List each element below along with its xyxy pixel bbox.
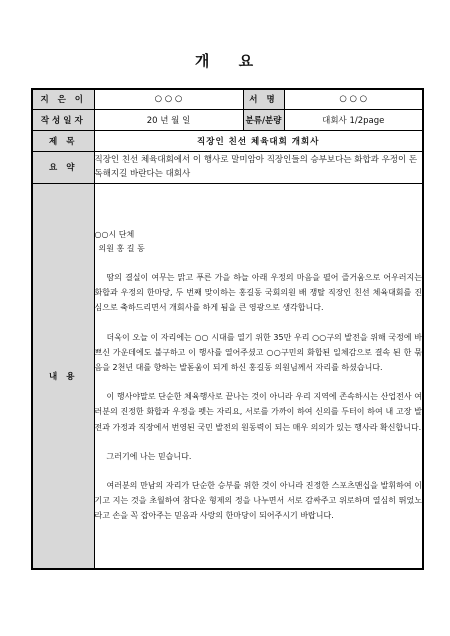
sender-name: 의원 홍 길 동 <box>98 243 145 253</box>
author-label: 지 은 이 <box>32 89 94 109</box>
date-label: 작성일자 <box>32 109 94 130</box>
content-body <box>94 183 423 569</box>
signature-label: 서 명 <box>243 89 284 109</box>
document-title <box>0 50 450 71</box>
paragraph-2: 더욱이 오늘 이 자리에는 ○○ 시대를 열기 위한 35만 우리 ○○구의 발전을 위해 국정에 바쁘신 가운데에도 불구하고 이 행사를 열어주셨고 ○○구민의 화합된 일체감으로 결속 된 한 묶음을 2천년 대를 향하는 발돋움이 되게 하신 홍길동 의원님께서 자리를 하셨습니다. <box>94 332 422 372</box>
row-author <box>32 89 423 109</box>
date-value: 20 년 월 일 <box>94 109 243 130</box>
signature-value: ○ ○ ○ <box>284 89 423 109</box>
overview-form-table <box>31 88 424 570</box>
category-value: 대회사 1/2page <box>284 109 423 130</box>
sender-org: ○○시 단체 <box>94 229 135 239</box>
paragraph-1: 땀의 결실이 여무는 맑고 푸른 가을 하늘 아래 우정의 마음을 펼어 즐거움으로 어우러지는 화합과 우정의 한마당, 두 번째 맞이하는 홍길동 국회의원 배 쟁탈 직장인 친선 체육대회를 진심으로 축하드리면서 개회사를 하게 됨을 큰 영광으로 생각합니다. <box>94 272 422 313</box>
content-label: 내 용 <box>32 183 94 569</box>
subject-label: 제 목 <box>32 130 94 151</box>
row-content <box>32 183 423 569</box>
row-date <box>32 109 423 130</box>
title-char-2: 요 <box>238 52 256 70</box>
paragraph-5: 여러분의 만남의 자리가 단순한 승부를 위한 것이 아니라 진정한 스포츠맨십을 발휘하여 이기고 지는 것을 초월하여 참다운 형제의 정을 나누면서 서로 감싸주고 위로하며 열심히 뛰었노라고 손을 꼭 잡아주는 믿음과 사랑의 한마당이 되어주시기 바랍니다. <box>94 480 422 521</box>
row-subject <box>32 130 423 151</box>
paragraph-3: 이 행사야말로 단순한 체육행사로 끝나는 것이 아니라 우리 지역에 존속하시는 산업전사 여러분의 진정한 화합과 우정을 펫는 자리요, 서로를 가까이 하여 신의를 두터이 하여 내 고장 발전과 가정과 직장에서 번영된 국민 발전의 원동력이 되는 매우 의의가 있는 행사라 확신합니다. <box>94 392 422 432</box>
summary-value: 직장인 친선 체육대회에서 이 행사로 말미암아 직장인들의 승부보다는 화합과 우정이 돈독해지길 바란다는 대회사 <box>94 151 423 183</box>
title-char-1: 개 <box>194 52 212 70</box>
category-label: 분류/분량 <box>243 109 284 130</box>
author-value: ○ ○ ○ <box>94 89 243 109</box>
subject-value: 직장인 친선 체육대회 개회사 <box>94 130 423 151</box>
paragraph-4: 그러기에 나는 믿습니다. <box>106 451 192 461</box>
row-summary <box>32 151 423 183</box>
summary-label: 요 약 <box>32 151 94 183</box>
